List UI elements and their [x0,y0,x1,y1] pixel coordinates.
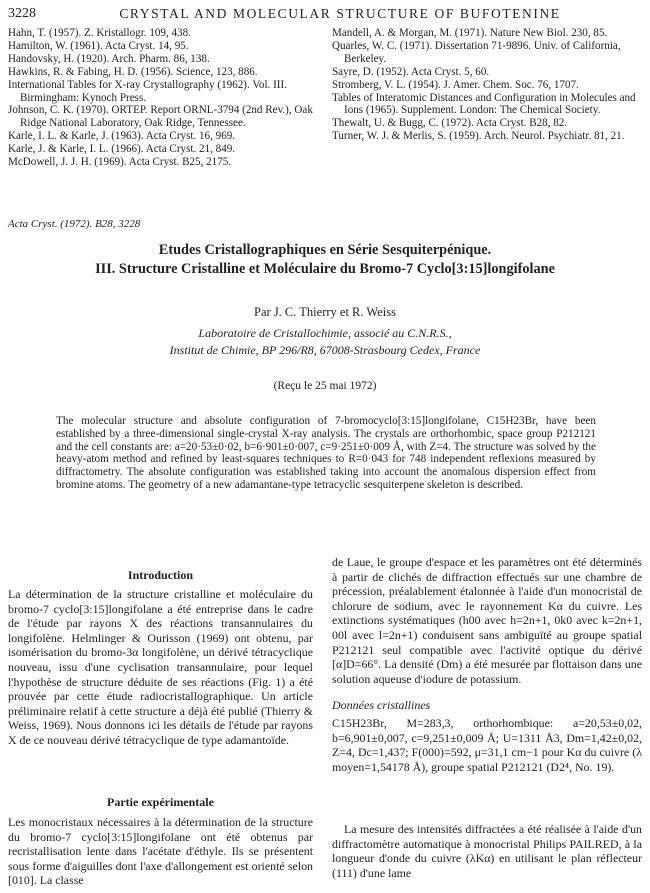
reference: Johnson, C. K. (1970). ORTEP. Report ORNL-3794 (2nd Rev.), Oak Ridge National Laboratory, Oak Ridge, Tennessee. [8,104,313,130]
crystal-data-text: C15H23Br, M=283,3, orthorhombique: a=20,53±0,02, b=6,901±0,007, c=9,251±0,009 Å; U=1311 Å3, Dm=1,42±0,02, Z=4, Dc=1,437; F(000)=592, μ=31,1 cm−1 pour Kα du cuivre (λ moyen=1,54178 Å), groupe spatial P212121 (D2⁴, No. 19). [332,716,642,774]
references-right [332,27,644,143]
measurement-text: La mesure des intensités diffractées a été réalisée à l'aide d'un diffractomètre automatique à monocristal Philips PAILRED, à la longueur d'onde du cuivre (λKα) en utilisant le plan réflecteur (111) d'une lame [332,822,642,880]
reference: Stromberg, V. L. (1954). J. Amer. Chem. Soc. 76, 1707. [332,78,579,91]
reference: Karle, J. & Karle, I. L. (1966). Acta Cryst. 21, 849. [8,143,236,156]
reference: Hahn, T. (1957). Z. Kristallogr. 109, 438. [8,27,191,39]
running-header [8,6,642,22]
reference: Hamilton, W. (1961). Acta Cryst. 14, 95. [8,39,189,52]
reference: Sayre, D. (1952). Acta Cryst. 5, 60. [332,65,490,78]
introduction-heading: Introduction [127,568,194,582]
running-title: CRYSTAL AND MOLECULAR STRUCTURE OF BUFOTENINE [119,6,561,21]
article-title-line1: Etudes Cristallographiques en Série Sesquiterpénique. [158,242,492,258]
reference: Quarles, W. C. (1971). Dissertation 71-9896. Univ. of California, Berkeley. [332,39,621,65]
reference: Turner, W. J. & Merlis, S. (1959). Arch. Neurol. Psychiatr. 81, 21. [332,130,625,143]
article-citation: Acta Cryst. (1972). B28, 3228 [8,218,141,230]
introduction-text: La détermination de la structure cristalline et moléculaire du bromo-7 cyclo[3:15]longifolane a été entreprise dans le cadre de l'étude par rayons X des réactions transannulaires du longifolène. Helmlinger & Ourisson (1969) ont obtenu, par isomérisation du bromo-3α longifolène, un dérivé tétracyclique nouveau, issu d'une cyclisation transannulaire, pour lequel l'hypothèse de structure déduite de ses réactions (Fig. 1) a été prouvée par cette étude radiocristallographique. Un article préliminaire relatif à cette structure a déjà été publié (Thierry & Weiss, 1969). Nous donnons ici les détails de l'étude par rayons X de ce nouveau dérivé tétracyclique de type adamantoïde. [8,587,313,747]
experimental-heading: Partie expérimentale [107,795,214,809]
affiliation-line1: Laboratoire de Cristallochimie, associé au C.N.R.S., [198,326,452,340]
reference: McDowell, J. J. H. (1969). Acta Cryst. B25, 2175. [8,156,232,169]
experimental-text: Les monocristaux nécessaires à la détermination de la structure du bromo-7 cyclo[3:15]longifolane ont été obtenus par recristallisation lente dans l'acétate d'éthyle. Ils se présentent sous forme d'aiguilles dont l'axe d'allongement est orienté selon [010]. La classe [8,815,313,888]
received-date: (Reçu le 25 mai 1972) [273,380,377,392]
reference: Hawkins, R. & Fabing, H. D. (1956). Science, 123, 886. [8,65,258,78]
article-title-line2: III. Structure Cristalline et Moléculaire du Bromo-7 Cyclo[3:15]longifolane [95,261,555,277]
author-byline: Par J. C. Thierry et R. Weiss [254,305,396,319]
reference: International Tables for X-ray Crystallography (1962). Vol. III. Birmingham: Kynoch Press. [8,78,287,104]
reference: Thewalt, U. & Bugg, C. (1972). Acta Cryst. B28, 82. [332,117,568,130]
affiliation-line2: Institut de Chimie, BP 296/R8, 67008-Strasbourg Cedex, France [169,343,481,357]
page-number: 3228 [8,6,36,21]
crystal-data-heading: Données cristallines [332,698,431,712]
abstract: The molecular structure and absolute configuration of 7-bromocyclo[3:15]longifolane, C15H23Br, have been established by a three-dimensional single-crystal X-ray analysis. The crystals are orthorhombic, space group P212121 and the cell constants are: a=20·53±0·02, b=6·901±0·007, c=9·251±0·009 Å, with Z=4. The structure was solved by the heavy-atom method and refined by least-squares techniques to R=0·043 for 748 independent reflexions measured by diffractometry. The absolute configuration was established taking into account the anomalous dispersion effect from bromine atoms. The geometry of a new adamantane-type tetracyclic sesquiterpene skeleton is described. [56,415,596,491]
reference: Mandell, A. & Morgan, M. (1971). Nature New Biol. 230, 85. [332,27,608,39]
reference: Handovsky, H. (1920). Arch. Pharm. 86, 138. [8,52,210,65]
reference: Tables of Interatomic Distances and Configuration in Molecules and Ions (1965). Supplement. London: The Chemical Society. [332,91,636,117]
laue-text: de Laue, le groupe d'espace et les paramètres ont été déterminés à partir de clichés de diffraction effectués sur une chambre de précession, préalablement étalonnée à l'aide d'un monocristal de chlorure de sodium, avec le rayonnement Kα du cuivre. Les extinctions systématiques (h00 avec h=2n+1, 0k0 avec k=2n+1, 00l avec l=2n+1) conduisent sans ambiguïté au groupe spatial P212121 seul compatible avec l'activité optique du dérivé [α]D=66°. La densité (Dm) a été mesurée par flottaison dans une solution aqueuse d'iodure de potassium. [332,555,642,686]
reference: Karle, I. L. & Karle, J. (1963). Acta Cryst. 16, 969. [8,130,236,143]
references-left [8,27,318,169]
